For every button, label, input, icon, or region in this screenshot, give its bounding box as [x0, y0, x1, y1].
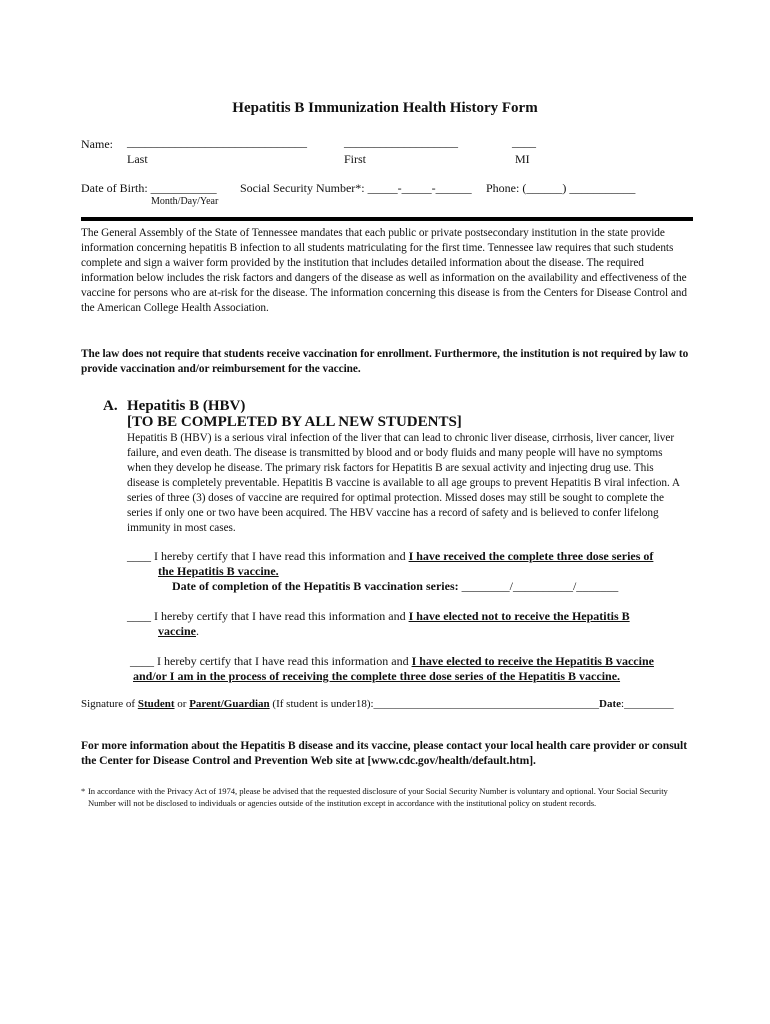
signature-field[interactable]: _________________________________________ [373, 698, 600, 710]
form-title: Hepatitis B Immunization Health History Form [232, 100, 538, 116]
cert-declined-line2 [158, 624, 199, 639]
footnote-mark: * [81, 786, 86, 796]
cert-in-process-checkbox[interactable]: ____ [130, 654, 154, 668]
first-name-field[interactable]: ___________________ [344, 135, 458, 149]
dob-field[interactable]: ___________ [150, 181, 217, 195]
name-label: Name: [81, 137, 113, 151]
cert-in-process-emphasis: I have elected to receive the Hepatitis B vaccine [411, 654, 654, 668]
signature-student: Student [137, 698, 175, 710]
middle-initial-field[interactable]: ____ [512, 135, 536, 149]
last-name-caption: Last [127, 152, 148, 166]
cert-declined-emphasis-cont: vaccine [158, 624, 196, 638]
section-a-body: Hepatitis B (HBV) is a serious viral infection of the liver that can lead to chronic liver disease, cirrhosis, liver cancer, liver failure, and even death. The disease is transmitted by blood and or body fluids and many people will have no symptoms when they develop he disease. The primary risk factors for Hepatitis B are sexual activity and injecting drug use. This disease is completely preventable. Hepatitis B vaccine is available to all age groups to prevent Hepatitis B viral infection. A series of three (3) doses of vaccine are required for optimal protection. Missed doses may still be sought to complete the series if only one or two have been acquired. The HBV vaccine has a record of safety and is believed to confer lifelong immunity in most cases. [127, 432, 680, 534]
cert-received-checkbox[interactable]: ____ [127, 549, 151, 563]
cert-received-emphasis-cont: the Hepatitis B vaccine. [158, 564, 279, 578]
signature-date-label: Date [599, 698, 622, 710]
cert-in-process-emphasis-cont: and/or I am in the process of receiving the complete three dose series of the Hepatitis B vaccine. [133, 669, 621, 683]
cert-received-text: I hereby certify that I have read this information and [151, 549, 409, 563]
cert-in-process-text: I hereby certify that I have read this information and [154, 654, 412, 668]
signature-guardian: Parent/Guardian [189, 698, 270, 710]
cert-received-line [127, 549, 653, 564]
intro-paragraph: The General Assembly of the State of Tennessee mandates that each public or private postsecondary institution in the state provide information concerning hepatitis B infection to all students matriculating for the first time. Tennessee law requires that such students complete and sign a waiver form provided by the institution that includes detailed information about the disease. The required information below includes the risk factors and dangers of the disease as well as information on the availability and effectiveness of the vaccine for persons who are at-risk for the disease. The information concerning this disease is from the Centers for Disease Control and the American College Health Association. [81, 227, 687, 314]
cert-in-process-line [130, 654, 654, 669]
signature-prefix: Signature of [81, 698, 138, 710]
signature-row [81, 698, 674, 710]
dob-label: Date of Birth: [81, 181, 148, 195]
cert-declined-line [127, 609, 630, 624]
phone-field[interactable]: (______) ___________ [522, 181, 636, 195]
contact-notice: For more information about the Hepatitis B disease and its vaccine, please contact your local health care provider or consult the Center for Disease Control and Prevention Web site at [www.cdc.gov/health/default.htm]. [81, 739, 688, 767]
ssn-field[interactable]: _____-_____-______ [367, 181, 472, 195]
signature-date-field[interactable]: :_________ [621, 698, 674, 710]
cert-declined-emphasis: I have elected not to receive the Hepatitis B [408, 609, 630, 623]
phone-label: Phone: [486, 181, 520, 195]
section-a-subheading: [TO BE COMPLETED BY ALL NEW STUDENTS] [127, 414, 462, 430]
first-name-caption: First [344, 152, 367, 166]
cert-declined-text: I hereby certify that I have read this information and [151, 609, 409, 623]
law-notice: The law does not require that students receive vaccination for enrollment. Furthermore, the institution is not required by law to provide vaccination and/or reimbursement for the vaccine. [81, 348, 689, 375]
ssn-row [240, 181, 472, 196]
cert-received-emphasis: I have received the complete three dose series of [408, 549, 654, 563]
privacy-footnote: In accordance with the Privacy Act of 1974, please be advised that the requested disclosure of your Social Security Number is voluntary and optional. Your Social Security Number will not be disclosed to individuals or agencies outside of the institution except in accordance with the institutional policy on student records. [88, 786, 668, 808]
completion-date-label: Date of completion of the Hepatitis B vaccination series: [172, 579, 459, 593]
dob-format-caption: Month/Day/Year [151, 196, 219, 207]
ssn-label: Social Security Number*: [240, 181, 365, 195]
completion-date-field[interactable]: ________/__________/_______ [461, 579, 619, 593]
completion-date-row [172, 579, 618, 594]
signature-suffix: (If student is under18): [269, 698, 374, 710]
section-a-heading: Hepatitis B (HBV) [127, 398, 246, 414]
phone-row [486, 181, 635, 196]
middle-initial-caption: MI [515, 152, 530, 166]
cert-declined-period: . [196, 624, 199, 638]
cert-declined-checkbox[interactable]: ____ [127, 609, 151, 623]
section-divider [81, 217, 693, 221]
last-name-field[interactable]: ______________________________ [127, 135, 307, 149]
section-a-letter: A. [103, 398, 118, 414]
signature-or: or [174, 698, 190, 710]
dob-row [81, 181, 217, 196]
